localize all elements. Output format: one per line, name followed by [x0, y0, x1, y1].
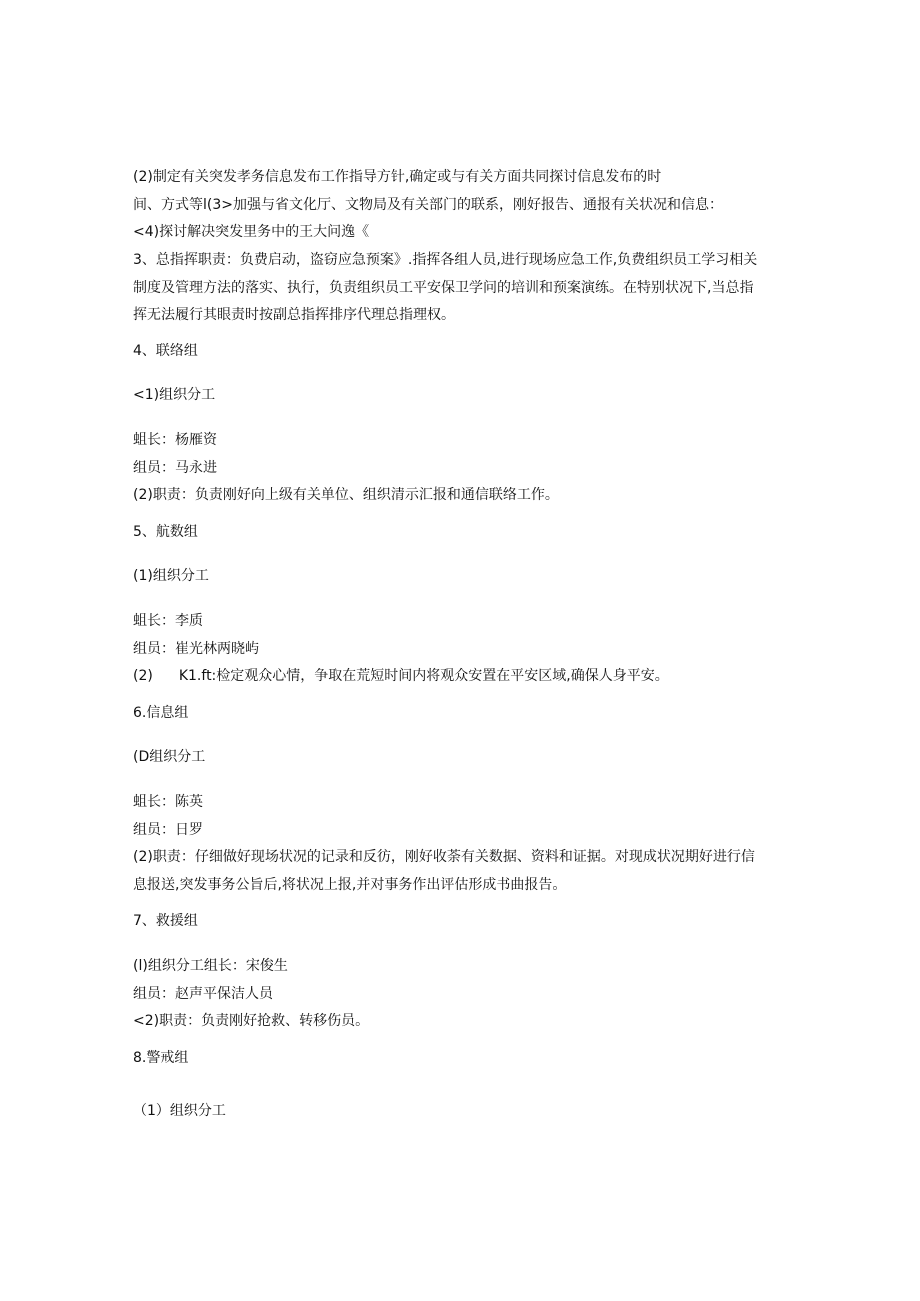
text-line: <2)职责：负责刚好抢救、转移伤员。 — [133, 1013, 370, 1029]
text-line: (2)制定有关突发孝务信息发布工作指导方针,确定或与有关方面共同探讨信息发布的时 — [133, 169, 662, 185]
text-line: (2)职责：仔细做好现场状况的记录和反彷，刚好收荼有关数据、资料和证据。对现成状况期好进行信 — [133, 849, 755, 865]
section-heading: 6.信息组 — [133, 705, 189, 721]
text-line: 组员：赵声平保洁人员 — [133, 986, 273, 1002]
section-heading: 5、航数组 — [133, 524, 198, 540]
text-line: 3、总指挥职责：负费启动，盗窃应急预案》.指挥各组人员,进行现场应急工作,负费组织员工学习相关 — [133, 252, 758, 268]
subsection-heading: (D组织分工 — [133, 749, 206, 765]
text-line: 组员：马永进 — [133, 460, 217, 476]
section-heading: 7、救援组 — [133, 913, 198, 929]
text-line: (2)职责：负责刚好向上级有关单位、组织清示汇报和通信联络工作。 — [133, 487, 559, 503]
text-line: 挥无法履行其眼责时按副总指挥排序代理总指理权。 — [133, 307, 455, 323]
item-text: K1.ft:检定观众心情，争取在荒短时间内将观众安置在平安区域,确保人身平安。 — [178, 668, 669, 684]
text-line: <4)探讨解决突发里务中的王大问逸《 — [133, 224, 370, 240]
subsection-heading: <1)组织分工 — [133, 387, 216, 403]
text-line: 间、方式等l(3>加强与省文化厅、文物局及有关部门的联系，刚好报告、通报有关状况和信息： — [133, 197, 723, 213]
item-number: (2) — [133, 668, 153, 684]
text-line: 制度及管理方法的落实、执行，负责组织员工平安保卫学问的培训和预案演练。在特别状况下,当总指 — [133, 280, 754, 296]
section-heading: 8.警戒组 — [133, 1050, 189, 1066]
section-heading: 4、联络组 — [133, 343, 198, 359]
text-line — [133, 666, 669, 686]
text-line: 组员：崔光林两晓屿 — [133, 641, 259, 657]
text-line: 蛆长：杨雁资 — [133, 432, 217, 448]
text-line: 组员：日罗 — [133, 822, 203, 838]
subsection-heading: (1)组织分工 — [133, 568, 209, 584]
subsection-heading: （1）组织分工 — [133, 1103, 226, 1119]
text-line: 息报送,突发事务公旨后,将状况上报,并对事务作出评估形成书曲报告。 — [133, 877, 567, 893]
text-line: 蛆长：李质 — [133, 613, 203, 629]
text-line: 蛆长：陈英 — [133, 794, 203, 810]
subsection-heading: (l)组织分工组长：宋俊生 — [133, 958, 288, 974]
